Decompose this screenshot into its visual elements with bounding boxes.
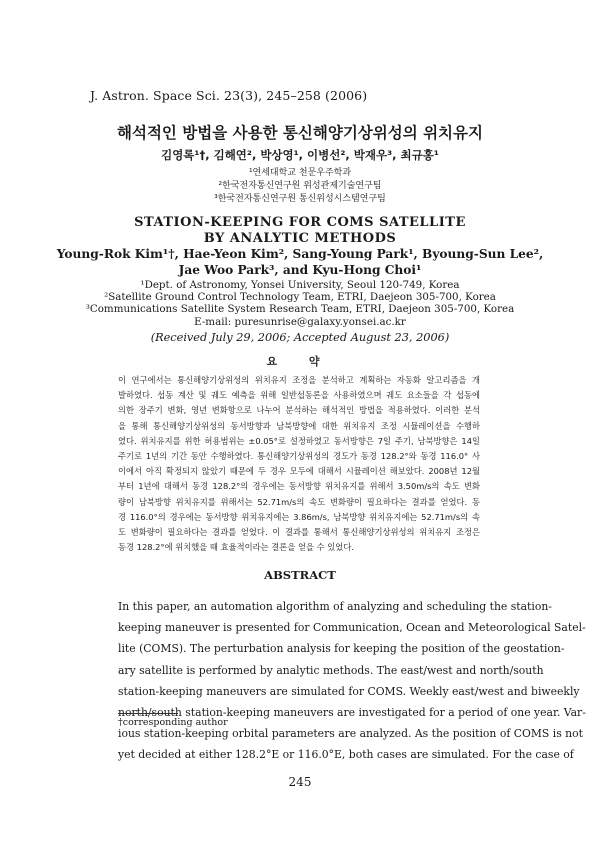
korean-affiliation-1: ¹연세대학교 천문우주학과 bbox=[248, 168, 352, 178]
korean-abstract bbox=[118, 373, 480, 555]
korean-abstract-line: 을 통해 통신해양기상위성의 동서방향과 남북방향에 대한 위치유지 조정 시뮬레이션을 수행하 bbox=[118, 420, 480, 431]
korean-abstract-line: 의한 장주기 변화, 영년 변화항으로 나누어 분석하는 해석적인 방법을 적용하였다. 이러한 분석 bbox=[118, 405, 480, 416]
english-abstract-line: In this paper, an automation algorithm of analyzing and scheduling the station- bbox=[118, 600, 552, 613]
english-abstract-line: lite (COMS). The perturbation analysis for keeping the position of the geostation- bbox=[118, 642, 565, 656]
korean-abstract-line: 량이 남북방향 위치유지를 위해서는 52.71m/s의 속도 변화량이 필요하다는 결과를 얻었다. 동 bbox=[118, 496, 480, 507]
korean-abstract-line: 동경 128.2°에 위치했을 때 효율적이라는 결론을 얻을 수 있었다. bbox=[118, 542, 354, 553]
english-abstract-line: north/south station-keeping maneuvers are investigated for a period of one year. Var- bbox=[118, 706, 586, 720]
english-abstract-line: yet decided at either 128.2°E or 116.0°E, both cases are simulated. For the case of bbox=[118, 748, 574, 762]
english-abstract-line: ious station-keeping orbital parameters are analyzed. As the position of COMS is not bbox=[118, 727, 583, 741]
korean-abstract-line: 경 116.0°의 경우에는 동서방향 위치유지에는 3.86m/s, 남북방향 위치유지에는 52.71m/s의 속 bbox=[118, 511, 480, 522]
english-authors-line-1: Young-Rok Kim¹†, Hae-Yeon Kim², Sang-Young Park¹, Byoung-Sun Lee², bbox=[56, 247, 544, 261]
abstract-heading: ABSTRACT bbox=[264, 568, 336, 582]
korean-affiliation-3: ³한국전자통신연구원 통신위성시스템연구팀 bbox=[214, 194, 386, 204]
korean-affiliation-2: ²한국전자통신연구원 위성관제기술연구팀 bbox=[218, 181, 382, 191]
english-title-line-1: STATION-KEEPING FOR COMS SATELLITE bbox=[134, 215, 466, 230]
korean-abstract-line: 도 변화량이 필요하다는 결과를 얻었다. 이 결과를 통해서 통신해양기상위성의 위치유지 조정은 bbox=[118, 527, 480, 538]
received-dates: (Received July 29, 2006; Accepted August 23, 2006) bbox=[150, 331, 450, 344]
footnote: †corresponding author bbox=[118, 717, 228, 728]
english-abstract-line: keeping maneuver is presented for Communication, Ocean and Meteorological Satel- bbox=[118, 621, 586, 635]
korean-abstract-line: 주기로 1년의 기간 동안 수행하였다. 통신해양기상위성의 경도가 동경 128.2°와 동경 116.0° 사 bbox=[118, 451, 480, 462]
english-abstract-line: station-keeping maneuvers are simulated for COMS. Weekly east/west and biweekly bbox=[118, 684, 580, 698]
journal-citation: J. Astron. Space Sci. 23(3), 245–258 (2006) bbox=[90, 88, 368, 103]
english-abstract bbox=[118, 596, 586, 766]
page-number: 245 bbox=[288, 775, 312, 789]
english-abstract-line: ary satellite is performed by analytic methods. The east/west and north/south bbox=[118, 663, 544, 677]
korean-abstract-line: 이에서 아직 확정되지 않았기 때문에 두 경우 모두에 대해서 시뮬레이션 해보았다. 2008년 12월 bbox=[118, 466, 480, 477]
english-affiliation-1: ¹Dept. of Astronomy, Yonsei University, Seoul 120-749, Korea bbox=[140, 279, 460, 291]
email-line: E-mail: puresunrise@galaxy.yonsei.ac.kr bbox=[194, 316, 406, 328]
korean-title: 해석적인 방법을 사용한 통신해양기상위성의 위치유지 bbox=[117, 124, 483, 142]
footnote-rule bbox=[118, 713, 178, 714]
korean-abstract-line: 발하였다. 섭동 계산 및 궤도 예측을 위해 일반섭동론을 사용하였으며 궤도 요소들을 각 섭동에 bbox=[118, 390, 480, 401]
english-authors-line-2: Jae Woo Park³, and Kyu-Hong Choi¹ bbox=[178, 263, 422, 277]
english-affiliation-3: ³Communications Satellite System Research Team, ETRI, Daejeon 305-700, Korea bbox=[85, 303, 515, 315]
korean-abstract-line: 였다. 위치유지를 위한 허용범위는 ±0.05°로 설정하였고 동서방향은 7일 주기, 남북방향은 14일 bbox=[118, 435, 480, 446]
korean-abstract-line: 부터 1년에 대해서 동경 128.2°의 경우에는 동서방향 위치유지를 위해서 3.50m/s의 속도 변화 bbox=[118, 481, 480, 492]
english-affiliation-2: ²Satellite Ground Control Technology Team, ETRI, Daejeon 305-700, Korea bbox=[104, 291, 496, 303]
korean-authors: 김영록¹†, 김해연², 박상영¹, 이병선², 박재우³, 최규홍¹ bbox=[161, 148, 439, 162]
korean-abstract-heading: 요 약 bbox=[266, 355, 334, 368]
korean-abstract-line: 이 연구에서는 통신해양기상위성의 위치유지 조정을 분석하고 계획하는 자동화 알고리즘을 개 bbox=[118, 375, 480, 385]
english-title-line-2: BY ANALYTIC METHODS bbox=[203, 231, 397, 246]
